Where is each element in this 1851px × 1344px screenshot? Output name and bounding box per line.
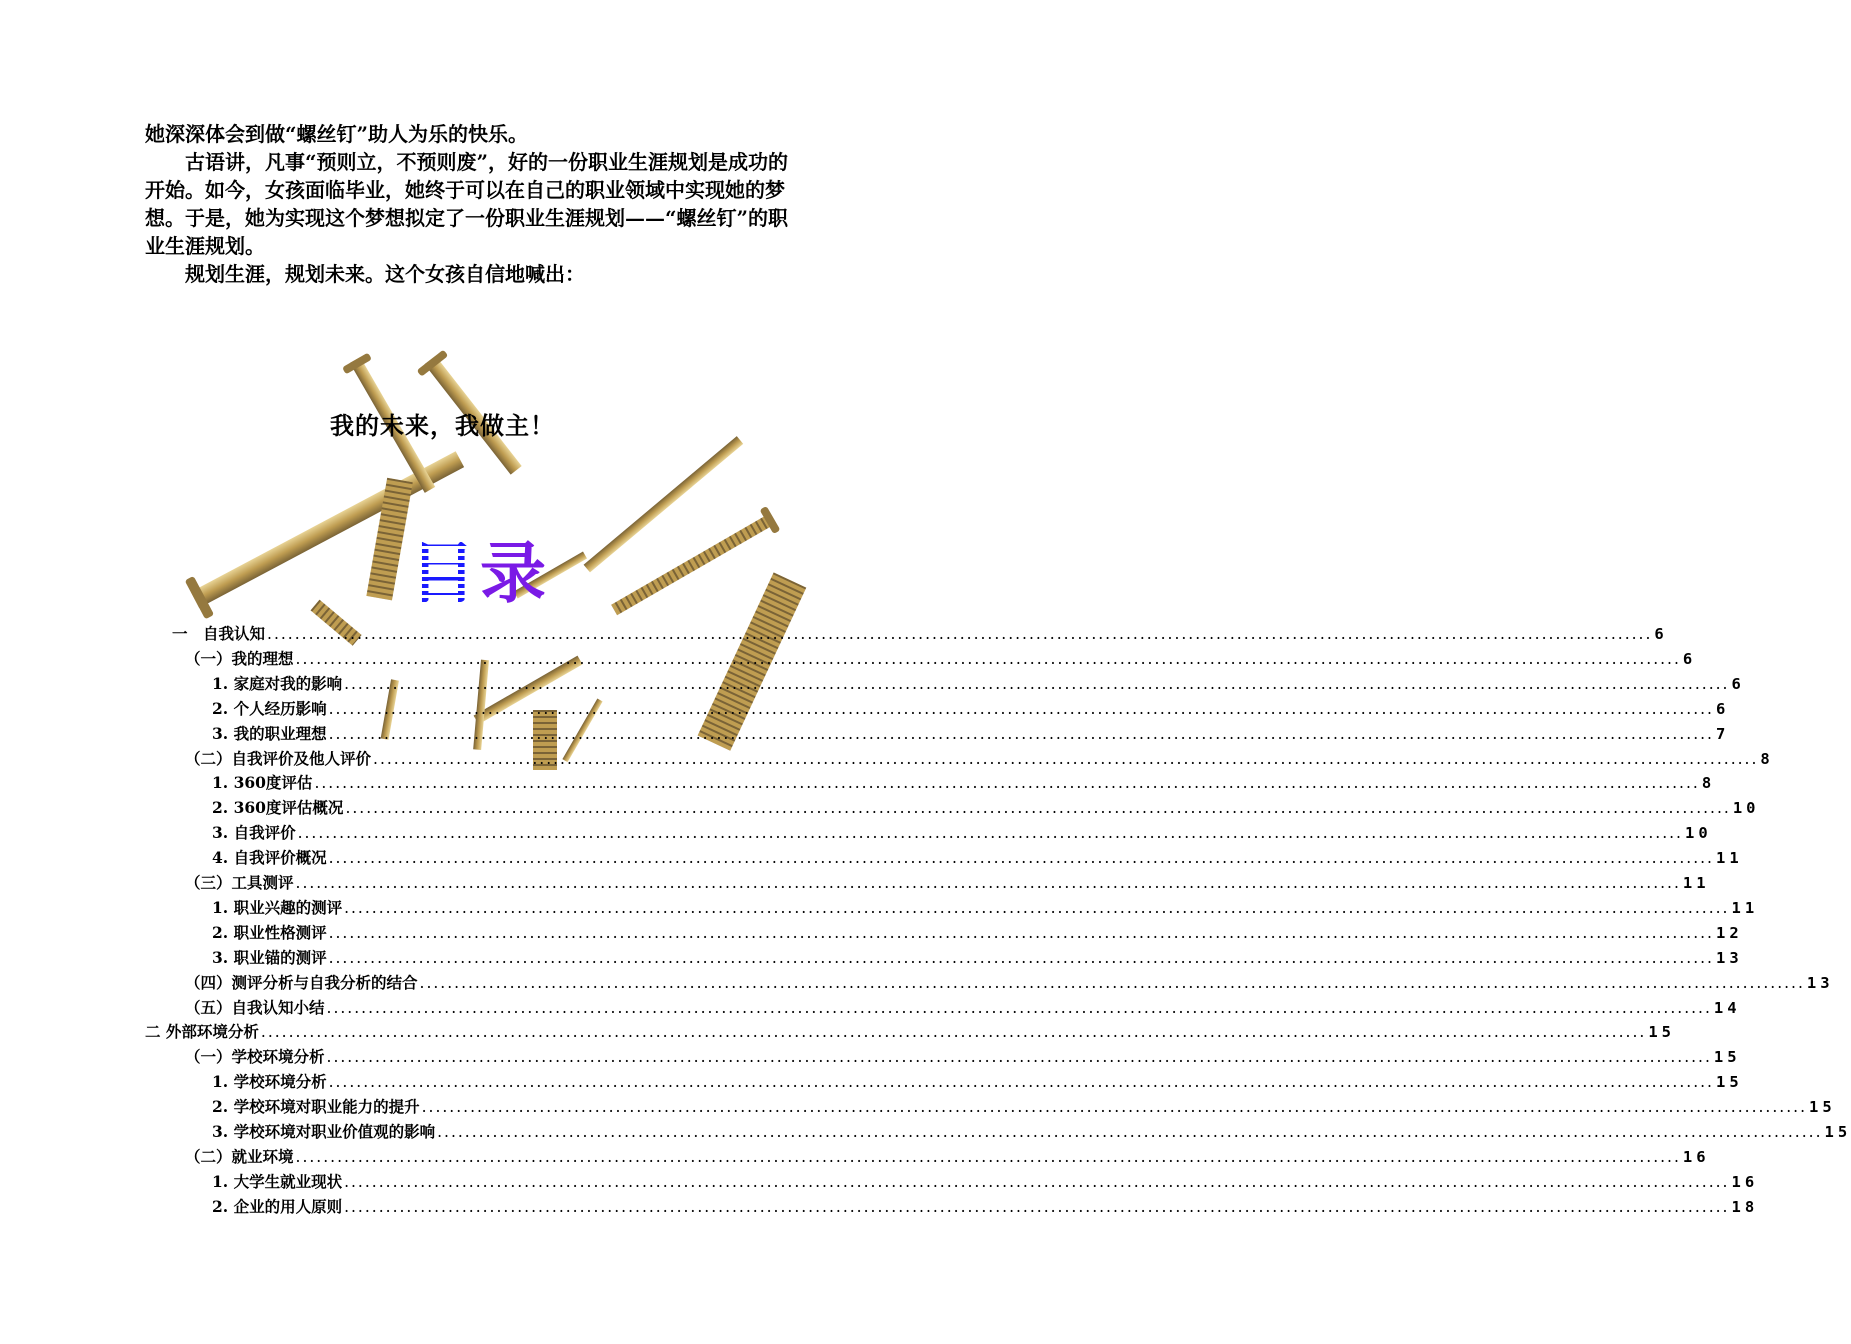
toc-entry-label: 一 自我认知: [172, 624, 266, 643]
toc-entry[interactable]: [212, 771, 1716, 796]
intro-paragraph-2: 古语讲，凡事“预则立，不预则废”，好的一份职业生涯规划是成功的开始。如今，女孩面临毕业，她终于可以在自己的职业领域中实现她的梦想。于是，她为实现这个梦想拟定了一份职业生涯规划——“螺丝钉”的职业生涯规划。: [145, 150, 789, 258]
toc-entry[interactable]: [185, 996, 1741, 1021]
toc-entry-page: 6: [1731, 674, 1745, 693]
toc-title-char-2: 录: [480, 535, 550, 612]
toc-entry-page: 6: [1715, 699, 1730, 718]
toc-entry-page: 15: [1713, 1048, 1741, 1067]
toc-entry[interactable]: [145, 1020, 1675, 1045]
toc-entry-page: 15: [1809, 1098, 1836, 1117]
toc-entry-label: 1. 家庭对我的影响: [212, 673, 343, 693]
toc-entry[interactable]: [212, 921, 1743, 946]
toc-entry-page: 8: [1701, 774, 1716, 793]
toc-entry[interactable]: [212, 1120, 1851, 1145]
toc-entry-page: 11: [1715, 849, 1743, 868]
toc-entry-label: 2. 学校环境对职业能力的提升: [212, 1097, 420, 1117]
toc-entry-label: （三）工具测评: [185, 873, 294, 892]
toc-entry-page: 7: [1715, 724, 1730, 743]
toc-entry-page: 6: [1654, 625, 1668, 643]
toc-leader-dots: ........................................................................................................................................................................................................: [326, 1048, 1712, 1067]
toc-leader-dots: ........................................................................................................................................................................................................: [328, 724, 1714, 743]
toc-entry[interactable]: [185, 747, 1774, 772]
toc-entry[interactable]: [212, 722, 1730, 747]
toc-leader-dots: ........................................................................................................................................................................................................: [295, 1147, 1681, 1166]
toc-entry-label: 4. 自我评价概况: [212, 848, 327, 868]
toc-entry-label: 2. 企业的用人原则: [212, 1196, 343, 1216]
toc-entry[interactable]: [185, 971, 1834, 996]
toc-entry[interactable]: [212, 896, 1759, 921]
intro-line-1: 她深深体会到做“螺丝钉”助人为乐的快乐。: [145, 122, 529, 146]
toc-title: [410, 520, 550, 615]
toc-entry-label: 2. 360度评估概况: [212, 798, 344, 818]
toc-entry-label: 3. 学校环境对职业价值观的影响: [212, 1122, 436, 1141]
toc-leader-dots: ........................................................................................................................................................................................................: [260, 1023, 1647, 1042]
toc-entry-page: 10: [1684, 824, 1712, 843]
toc-leader-dots: ........................................................................................................................................................................................................: [326, 998, 1712, 1017]
toc-entry-page: 18: [1731, 1197, 1759, 1216]
toc-entry[interactable]: [212, 1195, 1759, 1220]
toc-leader-dots: ........................................................................................................................................................................................................: [267, 625, 1653, 643]
toc-entry-page: 10: [1732, 799, 1760, 818]
toc-leader-dots: ........................................................................................................................................................................................................: [328, 849, 1714, 868]
motto-heading: 我的未来，我做主！: [330, 411, 555, 440]
toc-entry[interactable]: [212, 697, 1730, 722]
toc-leader-dots: ........................................................................................................................................................................................................: [328, 699, 1714, 718]
toc-leader-dots: ........................................................................................................................................................................................................: [344, 674, 1730, 693]
toc-entry-page: 11: [1731, 898, 1759, 917]
toc-leader-dots: ........................................................................................................................................................................................................: [328, 1073, 1714, 1092]
toc-entry-label: （四）测评分析与自我分析的结合: [185, 972, 418, 992]
toc-leader-dots: ........................................................................................................................................................................................................: [437, 1123, 1823, 1141]
toc-entry[interactable]: [185, 1045, 1741, 1070]
toc-leader-dots: ........................................................................................................................................................................................................: [373, 749, 1759, 768]
toc-title-char-1: 目: [410, 535, 480, 612]
toc-leader-dots: ........................................................................................................................................................................................................: [297, 824, 1683, 843]
toc-entry-label: （一）学校环境分析: [185, 1047, 325, 1067]
intro-paragraph-3: 规划生涯，规划未来。这个女孩自信地喊出：: [185, 262, 585, 286]
toc-entry-page: 11: [1682, 874, 1710, 892]
toc-entry[interactable]: [212, 846, 1743, 871]
toc-entry[interactable]: [212, 796, 1760, 821]
toc-leader-dots: ........................................................................................................................................................................................................: [344, 1172, 1730, 1191]
toc-entry-label: 2. 职业性格测评: [212, 922, 327, 942]
toc-entry-page: 12: [1715, 923, 1743, 942]
toc-entry-page: 15: [1824, 1123, 1851, 1141]
toc-entry-label: （二）就业环境: [185, 1146, 294, 1166]
toc-entry[interactable]: [212, 946, 1743, 971]
toc-entry[interactable]: [185, 647, 1697, 672]
toc-entry-label: 1. 大学生就业现状: [212, 1171, 343, 1191]
toc-entry[interactable]: [212, 1170, 1759, 1195]
toc-leader-dots: ........................................................................................................................................................................................................: [314, 774, 1700, 793]
toc-leader-dots: ........................................................................................................................................................................................................: [295, 874, 1681, 892]
toc-entry-label: 1. 职业兴趣的测评: [212, 897, 343, 917]
toc-entry-page: 14: [1713, 998, 1741, 1017]
toc-entry-label: 1. 360度评估: [212, 773, 313, 793]
toc-leader-dots: ........................................................................................................................................................................................................: [344, 898, 1730, 917]
toc-entry-label: 3. 我的职业理想: [212, 723, 327, 743]
toc-entry-label: （五）自我认知小结: [185, 997, 325, 1017]
toc-entry-label: 2. 个人经历影响: [212, 698, 327, 718]
toc-entry-page: 15: [1648, 1023, 1675, 1042]
toc-entry-page: 6: [1682, 649, 1697, 668]
toc-entry-label: （二）自我评价及他人评价: [185, 748, 372, 768]
toc-entry-page: 16: [1682, 1147, 1710, 1166]
toc-entry[interactable]: [212, 1070, 1743, 1095]
toc-entry-page: 13: [1806, 973, 1834, 992]
toc-leader-dots: ........................................................................................................................................................................................................: [419, 973, 1805, 992]
toc-entry-label: 3. 职业锚的测评: [212, 947, 327, 967]
toc-entry-label: 二 外部环境分析: [145, 1022, 259, 1042]
toc-leader-dots: ........................................................................................................................................................................................................: [328, 923, 1714, 942]
toc-entry[interactable]: [172, 622, 1668, 647]
toc-entry[interactable]: [212, 1095, 1836, 1120]
toc-entry-page: 15: [1715, 1073, 1743, 1092]
toc-entry-label: 1. 学校环境分析: [212, 1072, 327, 1092]
toc-entry[interactable]: [185, 1145, 1710, 1170]
toc-leader-dots: ........................................................................................................................................................................................................: [344, 1197, 1730, 1216]
toc-entry-page: 13: [1715, 948, 1743, 967]
toc-leader-dots: ........................................................................................................................................................................................................: [421, 1098, 1807, 1117]
toc-entry-label: （一）我的理想: [185, 648, 294, 668]
toc-leader-dots: ........................................................................................................................................................................................................: [328, 948, 1714, 967]
toc-entry[interactable]: [212, 821, 1712, 846]
toc-entry[interactable]: [185, 871, 1710, 896]
toc-leader-dots: ........................................................................................................................................................................................................: [345, 799, 1731, 818]
toc-leader-dots: ........................................................................................................................................................................................................: [295, 649, 1681, 668]
toc-entry[interactable]: [212, 672, 1745, 697]
toc-entry-label: 3. 自我评价: [212, 823, 296, 843]
intro-text: [145, 120, 805, 288]
toc-entry-page: 8: [1760, 749, 1774, 768]
toc-entry-page: 16: [1731, 1172, 1759, 1191]
